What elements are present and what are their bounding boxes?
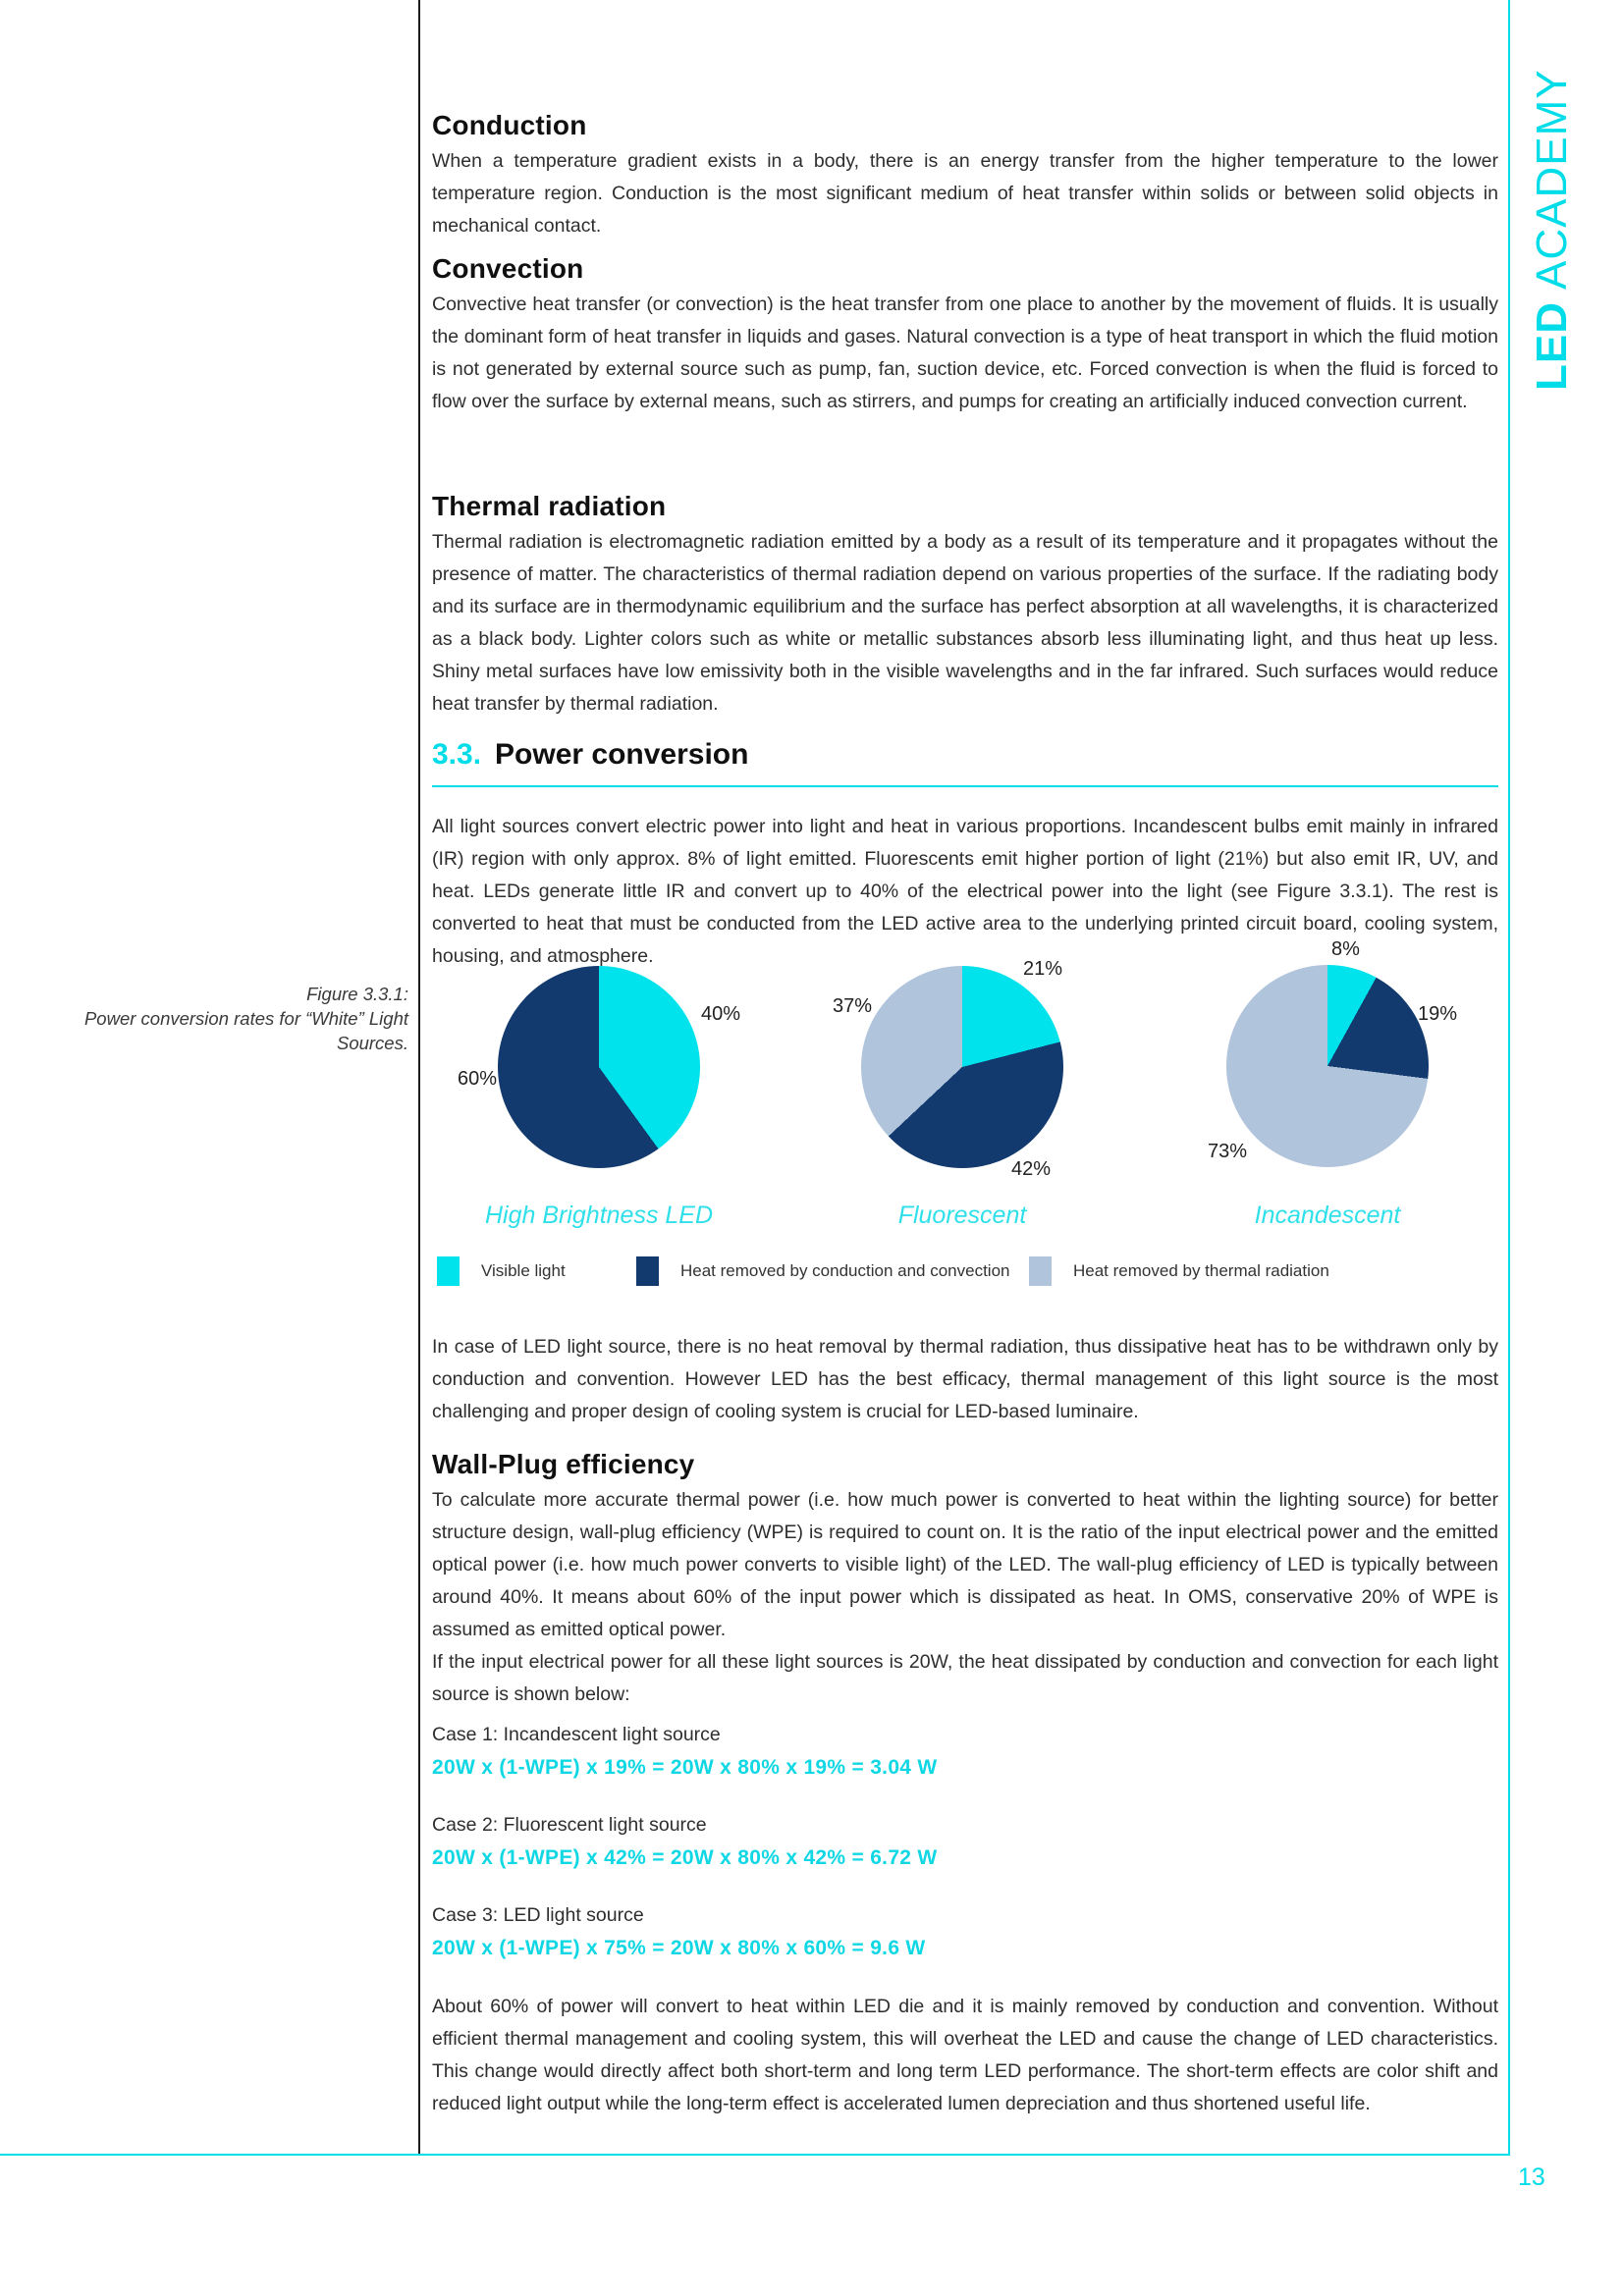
paragraph-convection: Convective heat transfer (or convection) is the heat transfer from one place to another by the movement of fluids. It is usually the dominant form of heat transfer in liquids and gases. Natural convection is a type of heat transport in which the fluid motion is not generated by external source such as pump, fan, suction device, etc. Forced convection is when the fluid is forced to flow over the surface by external means, such as stirrers, and pumps for creating an artificially induced convection current. [432, 294, 1498, 412]
heading-wall-plug-efficiency: Wall-Plug efficiency [432, 1449, 695, 1479]
legend-item-visible-light [437, 1256, 566, 1286]
legend-swatch-visible-light [437, 1256, 460, 1286]
case-block-1 [432, 1724, 1498, 1780]
paragraph-thermal-radiation: Thermal radiation is electromagnetic radiation emitted by a body as a result of its temperature and it propagates without the presence of matter. The characteristics of thermal radiation depend on various properties of the surface. If the radiating body and its surface are in thermodynamic equilibrium and the surface has perfect absorption at all wavelengths, it is characterized as a black body. Lighter colors such as white or metallic substances absorb less illuminating light, and thus heat up less. Shiny metal surfaces have low emissivity both in the visible wavelengths and in the far infrared. Such surfaces would reduce heat transfer by thermal radiation. [432, 531, 1498, 715]
case-formula: 20W x (1-WPE) x 75% = 20W x 80% x 60% = 9.6 W [432, 1937, 926, 1959]
right-accent-rule [1508, 0, 1510, 2155]
pie-label-incandescent-visible: 8% [1331, 938, 1360, 960]
legend-item-conduction-convection [636, 1256, 1009, 1286]
pie-chart-incandescent [1226, 965, 1429, 1167]
pie-label-fluorescent-conduction: 42% [1011, 1158, 1052, 1180]
pie-label-incandescent-radiation: 73% [1208, 1141, 1248, 1162]
legend-swatch-thermal-radiation [1029, 1256, 1052, 1286]
wall-plug-body-2: If the input electrical power for all these light sources is 20W, the heat dissipated by conduction and convection for each light source is shown below: [432, 1651, 1498, 1705]
pie-title-fluorescent: Fluorescent [897, 1201, 1027, 1229]
heading-convection: Convection [432, 253, 584, 284]
brand-led-text: LED [1528, 301, 1576, 391]
pie-chart-fluorescent [861, 966, 1063, 1168]
footer-accent-rule [0, 2154, 1510, 2156]
paragraph-wall-plug [432, 1484, 1498, 1711]
case-formula: 20W x (1-WPE) x 19% = 20W x 80% x 19% = 3.04 W [432, 1756, 938, 1779]
page-number: 13 [1518, 2163, 1545, 2191]
legend-swatch-conduction-convection [636, 1256, 659, 1286]
figure-caption [59, 982, 408, 1055]
brand-academy-text: ACADEMY [1528, 69, 1576, 290]
figure-caption-line: Power conversion rates for “White” Light [83, 1008, 408, 1029]
heading-conduction: Conduction [432, 110, 587, 140]
case-formula: 20W x (1-WPE) x 42% = 20W x 80% x 42% = 6.72 W [432, 1846, 938, 1869]
case-label: Case 2: Fluorescent light source [432, 1814, 707, 1836]
heading-thermal-radiation: Thermal radiation [432, 491, 667, 521]
paragraph-led-note: In case of LED light source, there is no heat removal by thermal radiation, thus dissipative heat has to be withdrawn only by conduction and convention. However LED has the best efficacy, thermal management of this light source is the most challenging and proper design of cooling system is crucial for LED-based luminaire. [432, 1336, 1498, 1422]
case-label: Case 1: Incandescent light source [432, 1724, 721, 1745]
paragraph-power-conversion: All light sources convert electric power into light and heat in various proportions. Incandescent bulbs emit mainly in infrared (IR) region with only approx. 8% of light emitted. Fluorescents emit higher portion of light (21%) but also emit IR, UV, and heat. LEDs generate little IR and convert up to 40% of the electrical power into the light (see Figure 3.3.1). The rest is converted to heat that must be conducted from the LED active area to the underlying printed circuit board, cooling system, housing, and atmosphere. [432, 816, 1498, 967]
legend-item-thermal-radiation [1029, 1256, 1329, 1286]
section-title: Power conversion [495, 738, 749, 771]
left-margin-rule [418, 0, 420, 2155]
pie-label-incandescent-conduction: 19% [1418, 1003, 1458, 1025]
pie-title-incandescent: Incandescent [1254, 1201, 1401, 1229]
pie-title-high-brightness-led: High Brightness LED [484, 1201, 714, 1229]
pie-chart-high-brightness-led [498, 966, 700, 1168]
paragraph-conduction: When a temperature gradient exists in a body, there is an energy transfer from the higher temperature to the lower temperature region. Conduction is the most significant medium of heat transfer within solids or between solid objects in mechanical contact. [432, 150, 1498, 237]
figure-caption-line: Figure 3.3.1: [306, 984, 408, 1004]
paragraph-closing: About 60% of power will convert to heat within LED die and it is mainly removed by conduction and convention. Without efficient thermal management and cooling system, this will overheat the LED and cause the change of LED characteristics. This change would directly affect both short-term and long term LED performance. The short-term effects are color shift and reduced light output while the long-term effect is accelerated lumen depreciation and thus shortened useful life. [432, 1996, 1498, 2114]
section-number: 3.3. [432, 738, 482, 771]
case-label: Case 3: LED light source [432, 1904, 644, 1926]
case-block-3 [432, 1904, 1498, 1960]
heading-power-conversion [432, 738, 1498, 787]
legend-label: Visible light [481, 1261, 566, 1280]
pie-label-fluorescent-visible: 21% [1023, 958, 1063, 980]
case-block-2 [432, 1814, 1498, 1870]
wall-plug-body-1: To calculate more accurate thermal power (i.e. how much power is converted to heat within the lighting source) for better structure design, wall-plug efficiency (WPE) is required to count on. It is the ratio of the input electrical power and the emitted optical power (i.e. how much power converts to visible light) of the LED. The wall-plug efficiency of LED is typically between around 40%. It means about 60% of the input power which is dissipated as heat. In OMS, conservative 20% of WPE is assumed as emitted optical power. [432, 1489, 1498, 1640]
pie-label-led-conduction: 60% [458, 1068, 498, 1090]
legend-label: Heat removed by thermal radiation [1073, 1261, 1329, 1280]
pie-label-led-visible: 40% [701, 1003, 741, 1025]
sidebar-brand [1528, 69, 1577, 391]
pie-label-fluorescent-radiation: 37% [833, 995, 873, 1017]
legend-label: Heat removed by conduction and convection [680, 1261, 1010, 1280]
figure-caption-line: Sources. [336, 1033, 408, 1053]
